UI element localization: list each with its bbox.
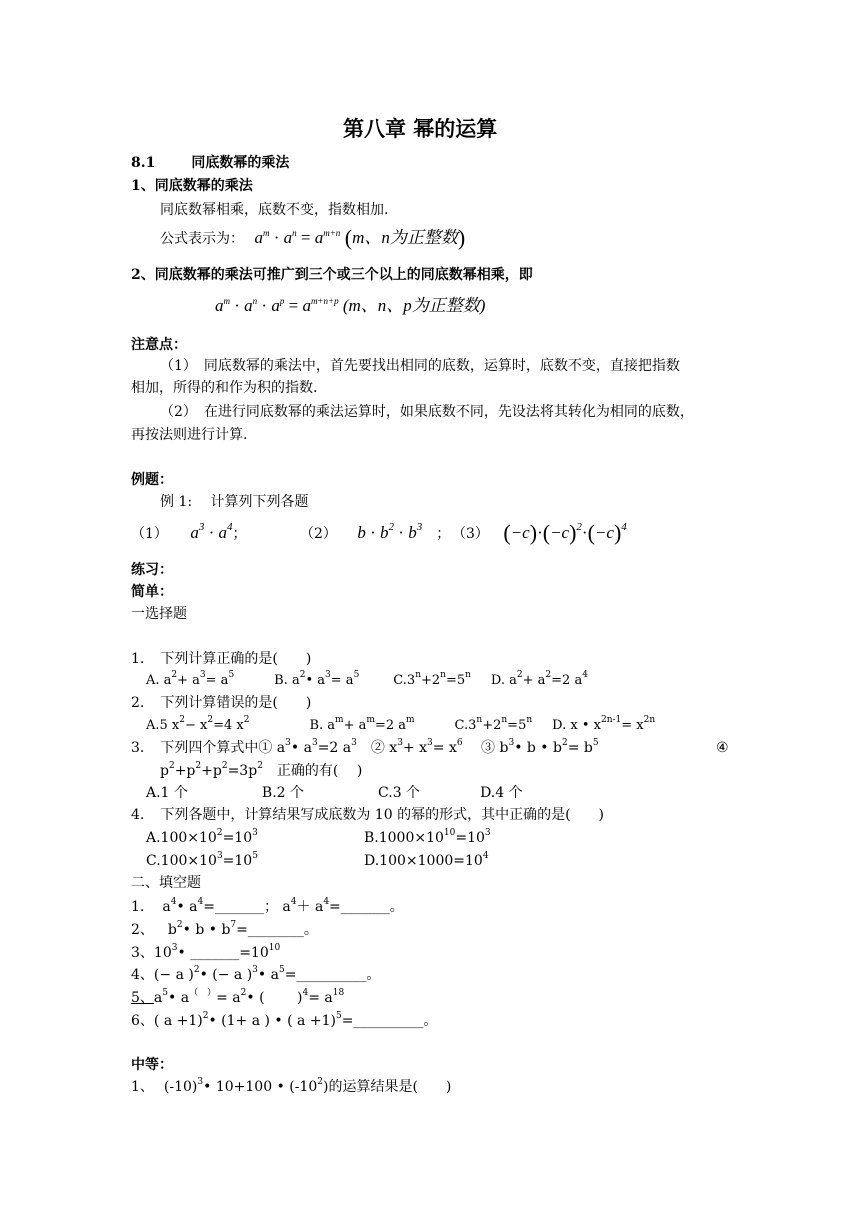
note-1-line-2: 相加，所得的和作为积的指数. bbox=[131, 380, 318, 396]
question-3-cont: $p^2+p^2+p^2=3p^2$ 正确的有( ) bbox=[160, 761, 363, 779]
question-4-option-a: $A.100\times 10^2=10^3$ bbox=[146, 828, 258, 846]
fill-2: 2、 $b^2•$ b • $b^7=\_\_\_\_\_\_\_\_$。 bbox=[131, 920, 318, 938]
section-heading: 8.1 同底数幂的乘法 bbox=[131, 155, 290, 171]
question-4: 4. 下列各题中，计算结果写成底数为 10 的幂的形式，其中正确的是( ) bbox=[131, 807, 604, 823]
question-4-option-c: $C.100\times 10^3=10^5$ bbox=[146, 851, 258, 869]
example-item-2: （2） $b \cdot b^2 \cdot b^3$ ； bbox=[300, 521, 451, 542]
rule-text: 同底数幂相乘，底数不变，指数相加. bbox=[160, 202, 389, 218]
question-1: 1. 下列计算正确的是( ) bbox=[131, 651, 312, 667]
fill-6: 6、( a +1)$^2$• (1+ a ) • ( a +1)$^5$=__________。 bbox=[131, 1011, 438, 1029]
example-item-3: （3） $(-c)\cdot(-c)^2\cdot(-c)^4$ bbox=[452, 520, 627, 545]
question-2: 2. 下列计算错误的是( ) bbox=[131, 695, 312, 711]
question-3: 3. 下列四个算式中① $a^3•$ $a^3=2$ $a^3$ ② $x^3+ x^3= x^6$ ③ $b^3•$ b • $b^2= b^5$ bbox=[131, 738, 599, 756]
example-items: （1） $a^3 \cdot a^4$； bbox=[131, 521, 247, 542]
question-4-option-d: $D.100\times 1000=10^4$ bbox=[364, 851, 489, 869]
fill-3: 3、$10^3•$ $\_\_\_\_\_\_\_=10^{10}$ bbox=[131, 943, 281, 961]
medium-question-1: 1、 $(-10)^3•$ 10+100 • $(-10^2)$的运算结果是( ) bbox=[131, 1077, 452, 1095]
examples-title: 例题： bbox=[131, 472, 173, 488]
fill-title: 二、填空题 bbox=[131, 875, 201, 891]
fill-4: 4、(− a )$^2$• (− a )$^3$• $a^5=\_\_\_\_\_\_\_\_\_\_$。 bbox=[131, 965, 381, 983]
formula-1: 公式表示为： $a^m \cdot a^n = a^{m+n}$ (m、n为正整数) bbox=[160, 225, 466, 250]
medium-title: 中等： bbox=[131, 1057, 173, 1073]
example-1: 例 1: 计算列下列各题 bbox=[160, 494, 309, 510]
easy-title: 简单： bbox=[131, 584, 173, 600]
heading-2: 2、同底数幂的乘法可推广到三个或三个以上的同底数幂相乘，即 bbox=[131, 267, 533, 283]
note-1-line-1: （1） 同底数幂的乘法中，首先要找出相同的底数，运算时，底数不变，直接把指数 bbox=[160, 358, 680, 374]
page-title: 第八章 幂的运算 bbox=[343, 116, 498, 141]
notes-title: 注意点： bbox=[131, 337, 187, 353]
question-3-options: A.1 个 B.2 个 C.3 个 D.4 个 bbox=[146, 785, 523, 801]
heading-1: 1、同底数幂的乘法 bbox=[131, 178, 253, 194]
question-1-options: A. $a^2+ a^3= a^5$ B. $a^2•$ $a^3= a^5$ $C.3^n+2^n=5^n$ D. $a^2+ a^2=2$ $a^4$ bbox=[146, 670, 588, 688]
question-2-options: A.5 $x^2- x^2=4$ $x^2$ B. $a^m+ a^m=2$ $a^m$ $C.3^n+2^n=5^n$ D. x • $x^{2n-1}= x^{2n}$ bbox=[146, 715, 656, 733]
question-4-option-b: $B.1000\times 10^{10}=10^3$ bbox=[364, 828, 491, 846]
practice-title: 练习： bbox=[131, 562, 173, 578]
formula-2: $a^m \cdot a^n \cdot a^p = a^{m+n+p}$ (m、n、p为正整数) bbox=[215, 296, 486, 315]
question-3-marker: ④ bbox=[716, 740, 729, 756]
note-2-line-2: 再按法则进行计算. bbox=[131, 427, 248, 443]
note-2-line-1: （2） 在进行同底数幂的乘法运算时，如果底数不同，先设法将其转化为相同的底数， bbox=[160, 404, 694, 420]
mc-title: 一选择题 bbox=[131, 606, 187, 622]
fill-1: 1. $a^4•$ $a^4=\_\_\_\_\_\_\_$； $a^4+$ $a^4=\_\_\_\_\_\_\_$。 bbox=[131, 897, 404, 915]
fill-5: 5、$a^5•$ $a^{( )}= a^2•$ ( )$^4= a^{18}$ bbox=[131, 988, 345, 1006]
